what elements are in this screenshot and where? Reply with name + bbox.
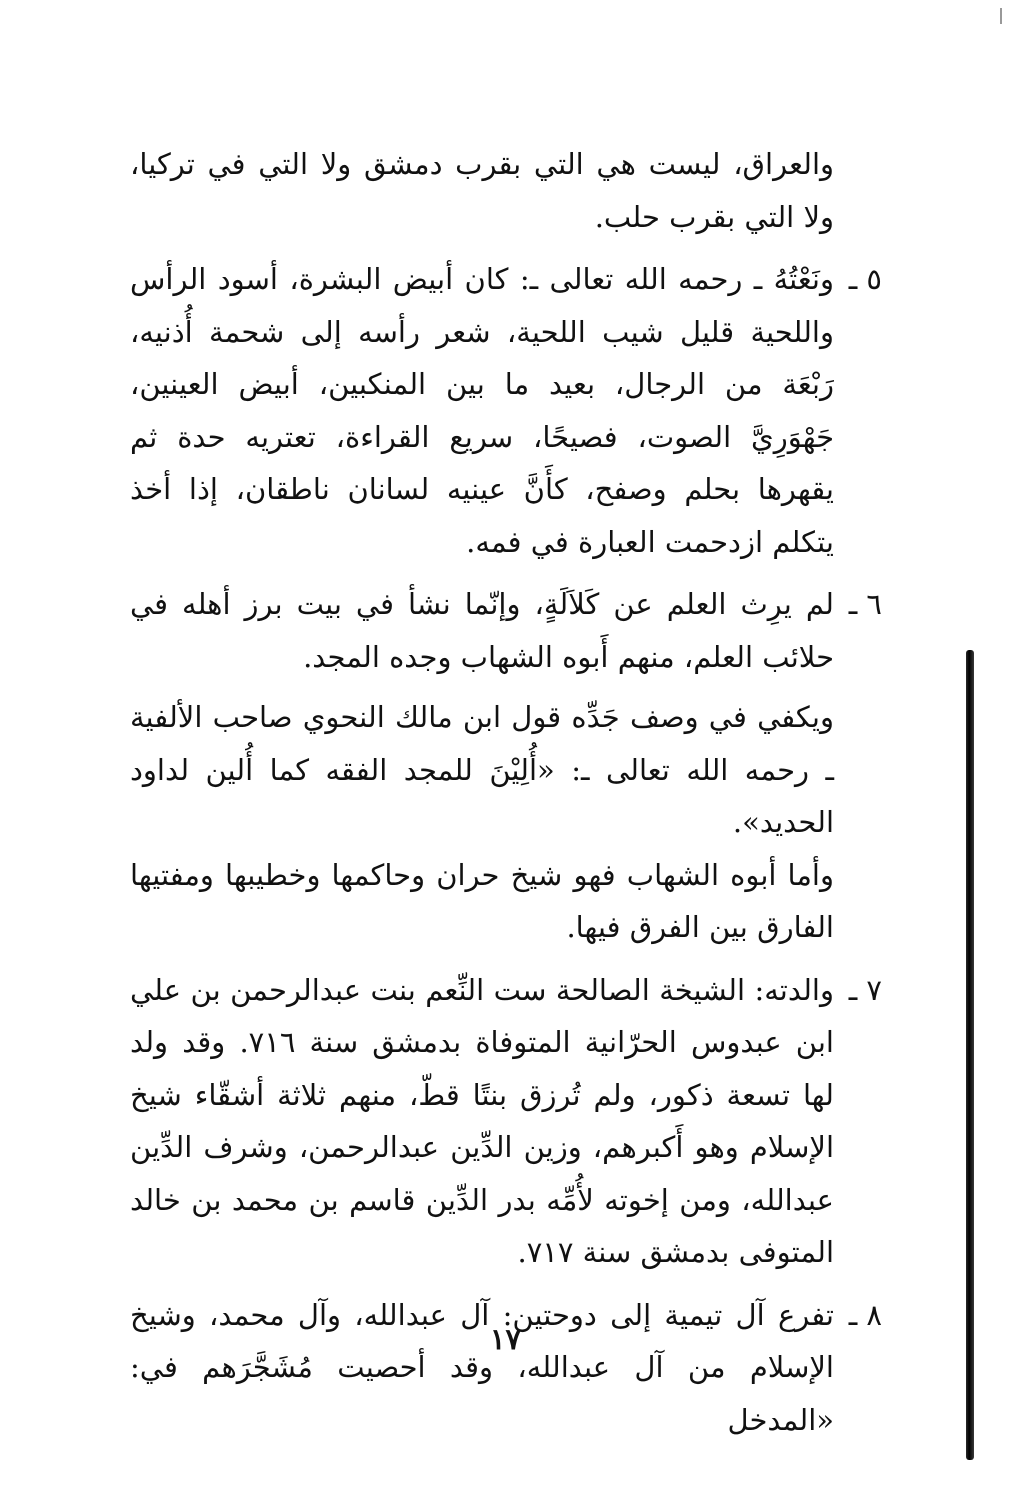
- list-item-6: [130, 578, 882, 683]
- item-number: ٨ ـ: [848, 1297, 882, 1332]
- continuation-paragraph: وأما أبوه الشهاب فهو شيخ حران وحاكمها وخطيبها ومفتيها الفارق بين الفرق فيها.: [130, 857, 834, 944]
- item-number: ٦ ـ: [848, 587, 882, 621]
- list-item-5: [130, 253, 882, 568]
- item-number: ٥ ـ: [848, 262, 882, 296]
- intro-paragraph: والعراق، ليست هي التي بقرب دمشق ولا التي في تركيا، ولا التي بقرب حلب.: [130, 147, 834, 234]
- item-number: ٧ ـ: [848, 972, 882, 1007]
- item-text: والدته: الشيخة الصالحة ست النِّعم بنت عبدالرحمن بن علي ابن عبدوس الحرّانية المتوفاة بدمشق سنة ٧١٦. وقد ولد لها تسعة ذكور، ولم تُرزق بنتًا قطّ، منهم ثلاثة أشقّاء شيخ الإسلام وهو أَكبرهم، وزين الدِّين عبدالرحمن، وشرف الدِّين عبدالله، ومن إخوته لأُمِّه بدر الدِّين قاسم بن محمد بن خالد المتوفى بدمشق سنة ٧١٧.: [130, 972, 834, 1269]
- list-item-8: [130, 1289, 882, 1447]
- item-text: ونَعْتُهُ ـ رحمه الله تعالى ـ: كان أبيض البشرة، أسود الرأس واللحية قليل شيب اللحية، شعر رأسه إلى شحمة أُذنيه، رَبْعَة من الرجال، بعيد ما بين المنكبين، أبيض العينين، جَهْوَرِيَّ الصوت، فصيحًا، سريع القراءة، تعتريه حدة ثم يقهرها بحلم وصفح، كأَنَّ عينيه لسانان ناطقان، إذا أخذ يتكلم ازدحمت العبارة في فمه.: [130, 262, 834, 559]
- book-spine-shadow: [966, 650, 974, 1460]
- paragraph-gap: [130, 683, 882, 691]
- body-text: [130, 138, 882, 1446]
- item-text: لم يرِث العلم عن كَلاَلَةٍ، وإنّما نشأ في بيت برز أهله في حلائب العلم، منهم أَبوه الشهاب وجده المجد.: [130, 587, 834, 674]
- list-item-7: [130, 964, 882, 1279]
- scan-speck: [1000, 8, 1002, 24]
- continuation-paragraph: ويكفي في وصف جَدِّه قول ابن مالك النحوي صاحب الألفية ـ رحمه الله تعالى ـ: «أُلِيْنَ للمجد الفقه كما أُلين لداود الحديد».: [130, 700, 834, 839]
- page-number: ١٧: [489, 1322, 522, 1356]
- item-text: تفرع آل تيمية إلى دوحتين: آل عبدالله، وآل محمد، وشيخ الإسلام من آل عبدالله، وقد أحصيت مُشَجَّرَهم في: «المدخل: [130, 1297, 834, 1437]
